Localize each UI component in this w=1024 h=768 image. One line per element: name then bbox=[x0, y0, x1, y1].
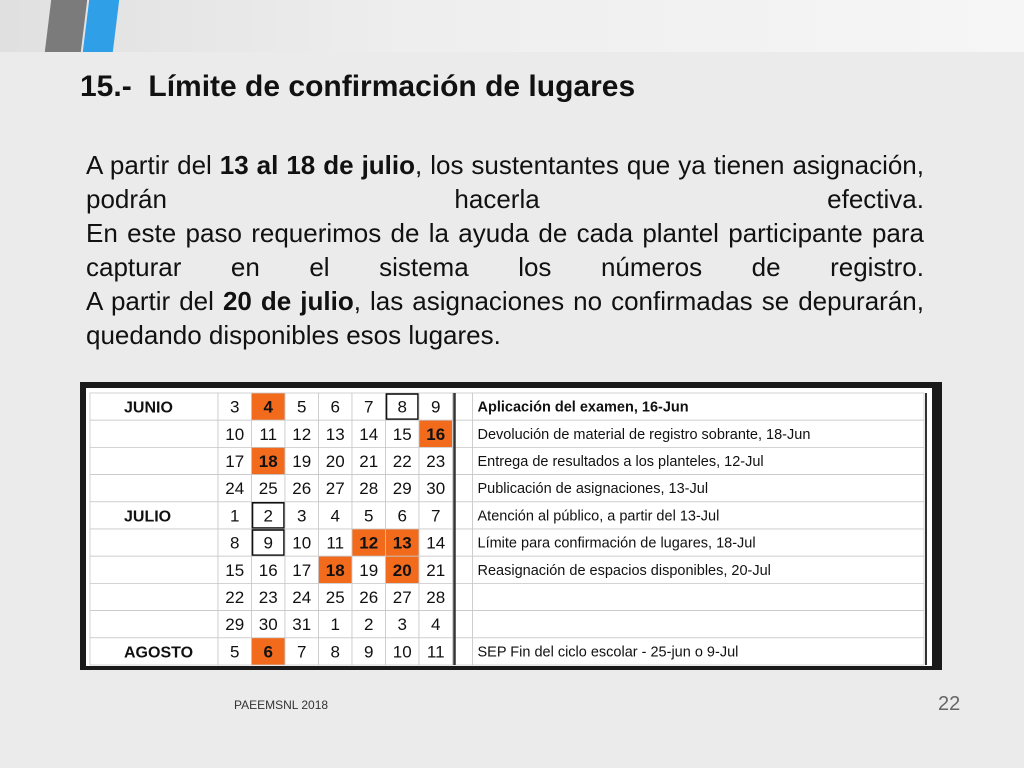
slide-body bbox=[86, 148, 924, 352]
day-number: 2 bbox=[364, 615, 374, 635]
day-number: 17 bbox=[292, 560, 312, 580]
day-number: 23 bbox=[258, 588, 278, 607]
event-label: Publicación de asignaciones, 13-Jul bbox=[477, 481, 709, 498]
day-number: 17 bbox=[225, 452, 245, 471]
day-number: 6 bbox=[397, 506, 407, 526]
day-number: 15 bbox=[225, 560, 245, 580]
day-number: 9 bbox=[431, 397, 441, 417]
slide-title: 15.- Límite de confirmación de lugares bbox=[80, 70, 636, 103]
paragraph-1-bold-dates: 13 al 18 de julio bbox=[219, 150, 415, 180]
paragraph-2 bbox=[86, 216, 924, 284]
day-number: 13 bbox=[325, 424, 345, 444]
day-number: 11 bbox=[259, 424, 278, 444]
day-number: 9 bbox=[364, 642, 374, 662]
day-number: 10 bbox=[292, 533, 312, 553]
day-number: 14 bbox=[426, 533, 446, 553]
day-number: 4 bbox=[263, 397, 273, 417]
paragraph-1 bbox=[86, 148, 924, 216]
footer-text: PAEEMSNL 2018 bbox=[234, 698, 329, 712]
paragraph-3 bbox=[86, 284, 924, 352]
month-label: JULIO bbox=[124, 508, 172, 526]
day-number: 15 bbox=[392, 424, 412, 444]
day-number: 4 bbox=[431, 615, 441, 635]
day-number: 16 bbox=[426, 424, 446, 444]
day-number: 9 bbox=[263, 533, 273, 553]
day-number: 12 bbox=[292, 424, 312, 444]
event-label: Atención al público, a partir del 13-Jul bbox=[477, 508, 720, 525]
month-cell bbox=[90, 420, 218, 447]
event-label: SEP Fin del ciclo escolar - 25-jun o 9-Jul bbox=[477, 644, 739, 661]
day-number: 24 bbox=[292, 588, 312, 607]
day-number: 29 bbox=[392, 479, 412, 499]
day-number: 13 bbox=[392, 533, 412, 553]
day-number: 27 bbox=[392, 588, 412, 607]
day-number: 8 bbox=[330, 642, 340, 662]
day-number: 3 bbox=[397, 615, 407, 635]
paragraph-1-part-1: A partir del bbox=[86, 150, 220, 180]
day-number: 7 bbox=[297, 642, 307, 662]
event-label: Límite para confirmación de lugares, 18-Jul bbox=[477, 535, 756, 552]
day-number: 26 bbox=[359, 588, 379, 607]
day-number: 20 bbox=[392, 560, 412, 580]
day-number: 23 bbox=[426, 452, 446, 471]
day-number: 5 bbox=[230, 642, 240, 662]
paragraph-3-part-3: , las asignaciones no confirmadas se depurarán, quedando disponibles esos lugares. bbox=[86, 286, 924, 350]
day-number: 6 bbox=[263, 642, 273, 662]
day-number: 5 bbox=[297, 397, 307, 417]
paragraph-3-part-1: A partir del bbox=[86, 286, 223, 316]
day-number: 18 bbox=[258, 452, 278, 471]
month-label: AGOSTO bbox=[124, 644, 194, 662]
logo-stripe-gray bbox=[45, 0, 87, 52]
day-number: 4 bbox=[330, 506, 340, 526]
day-number: 11 bbox=[426, 642, 445, 662]
day-number: 3 bbox=[230, 397, 240, 417]
day-number: 2 bbox=[263, 506, 273, 526]
month-label: JUNIO bbox=[124, 399, 173, 417]
day-number: 1 bbox=[230, 506, 240, 526]
day-number: 8 bbox=[230, 533, 240, 553]
paragraph-2-text: En este paso requerimos de la ayuda de cada plantel participante para capturar en el sistema los números de registro. bbox=[86, 218, 924, 282]
day-number: 7 bbox=[431, 506, 441, 526]
page-number: 22 bbox=[938, 693, 961, 715]
day-number: 14 bbox=[359, 424, 379, 444]
day-number: 18 bbox=[325, 560, 345, 580]
event-label: Reasignación de espacios disponibles, 20-Jul bbox=[477, 562, 771, 579]
day-number: 11 bbox=[326, 533, 345, 553]
paragraph-1-part-3: , los sustentantes que ya tienen asignación, podrán hacerla efectiva. bbox=[86, 150, 924, 214]
month-cell bbox=[90, 447, 218, 474]
month-cell bbox=[90, 529, 218, 556]
day-number: 19 bbox=[359, 560, 379, 580]
day-number: 12 bbox=[359, 533, 379, 553]
day-number: 7 bbox=[364, 397, 374, 417]
event-label: Devolución de material de registro sobrante, 18-Jun bbox=[477, 426, 811, 443]
day-number: 1 bbox=[330, 615, 340, 635]
day-number: 19 bbox=[292, 452, 312, 471]
event-cell bbox=[473, 583, 925, 610]
month-cell bbox=[90, 556, 218, 583]
day-number: 30 bbox=[258, 615, 278, 635]
month-cell bbox=[90, 475, 218, 502]
month-cell bbox=[90, 583, 218, 610]
day-number: 21 bbox=[426, 560, 446, 580]
day-number: 30 bbox=[426, 479, 446, 499]
event-cell bbox=[473, 611, 925, 638]
day-number: 10 bbox=[392, 642, 412, 662]
day-number: 3 bbox=[297, 506, 307, 526]
calendar-table bbox=[86, 388, 932, 666]
top-banner bbox=[0, 0, 1024, 52]
day-number: 25 bbox=[258, 479, 278, 499]
paragraph-3-bold-date: 20 de julio bbox=[222, 286, 354, 316]
calendar-table-frame bbox=[80, 382, 942, 670]
day-number: 16 bbox=[258, 560, 278, 580]
logo-stripe-blue bbox=[83, 0, 119, 52]
day-number: 22 bbox=[392, 452, 412, 471]
day-number: 8 bbox=[397, 397, 407, 417]
day-number: 22 bbox=[225, 588, 245, 607]
day-number: 25 bbox=[325, 588, 345, 607]
day-number: 28 bbox=[359, 479, 379, 499]
day-number: 10 bbox=[225, 424, 245, 444]
day-number: 29 bbox=[225, 615, 245, 635]
day-number: 26 bbox=[292, 479, 312, 499]
day-number: 24 bbox=[225, 479, 245, 499]
event-label: Entrega de resultados a los planteles, 12-Jul bbox=[477, 454, 764, 470]
day-number: 28 bbox=[426, 588, 446, 607]
day-number: 21 bbox=[359, 452, 379, 471]
day-number: 31 bbox=[292, 615, 312, 635]
day-number: 6 bbox=[330, 397, 340, 417]
calendar-grid bbox=[86, 388, 932, 666]
event-label: Aplicación del examen, 16-Jun bbox=[477, 399, 689, 416]
day-number: 27 bbox=[325, 479, 345, 499]
month-cell bbox=[90, 611, 218, 638]
day-number: 5 bbox=[364, 506, 374, 526]
day-number: 20 bbox=[325, 452, 345, 471]
